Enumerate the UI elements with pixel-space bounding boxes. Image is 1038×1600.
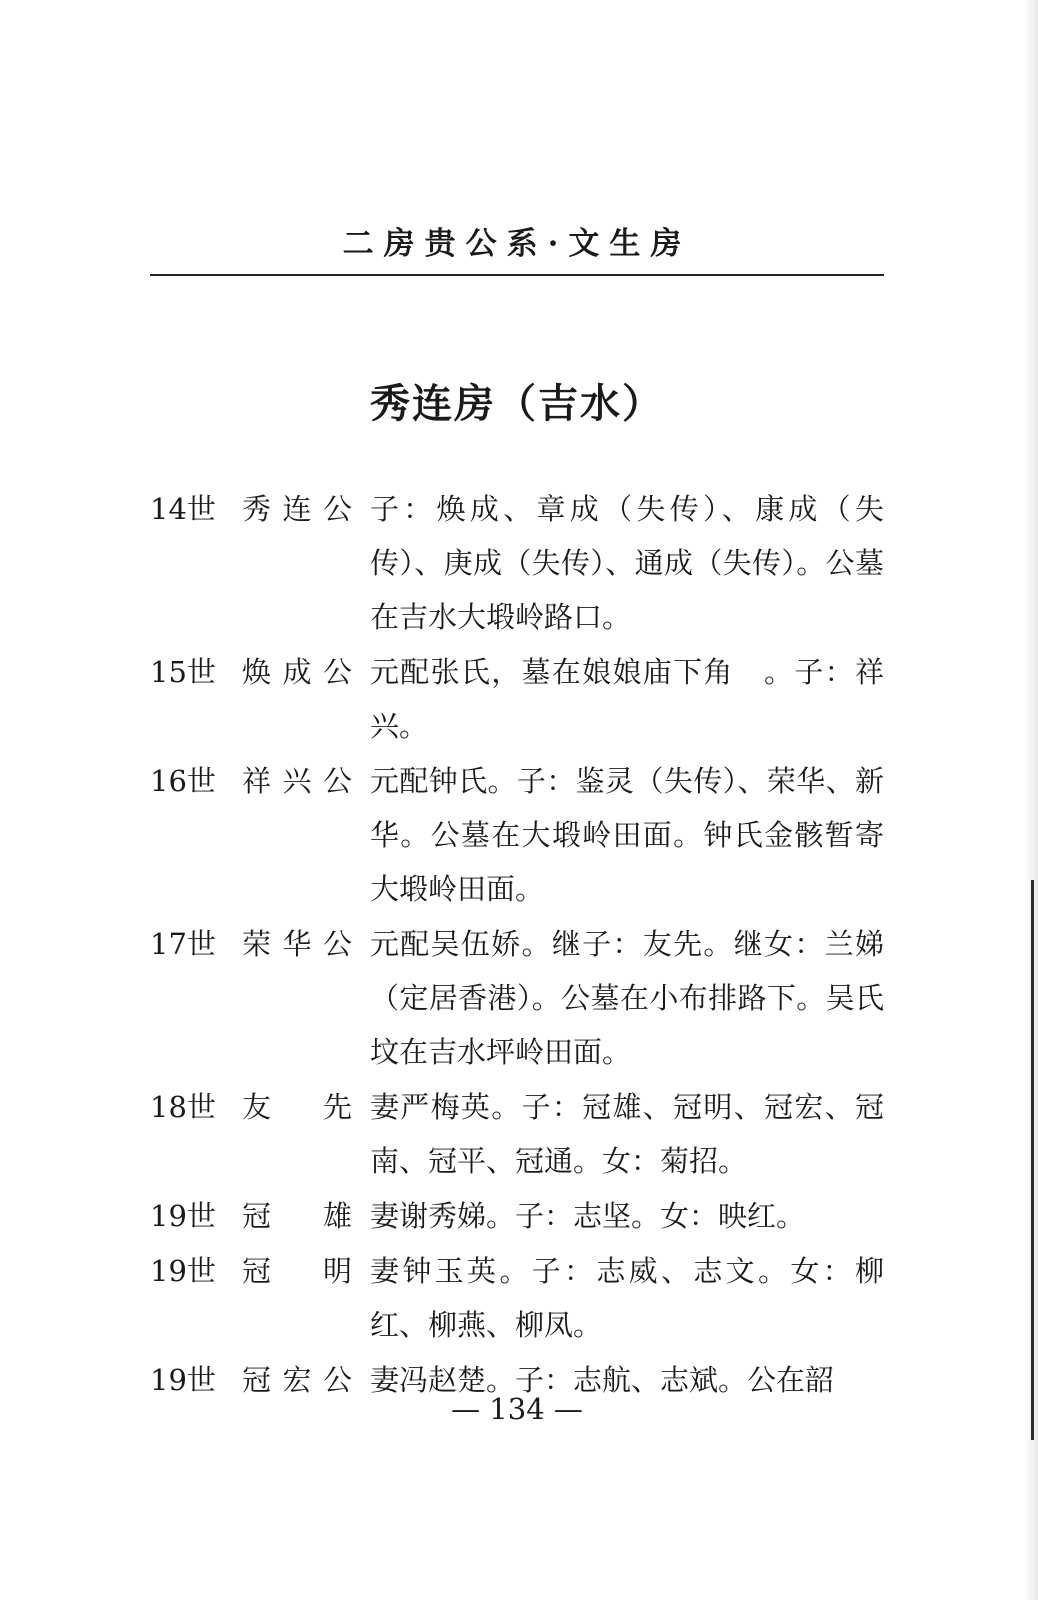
genealogy-entry [150,645,884,753]
generation-label: 15世 [150,655,216,689]
generation-label: 14世 [150,492,216,526]
genealogy-entry [150,754,884,916]
entry-description: 妻冯赵楚。子：志航、志斌。公在韶 [370,1363,835,1397]
entry-description: 元配张氏，墓在娘娘庙下角 。子：祥兴。 [370,655,884,743]
entry-description: 子：焕成、章成（失传）、康成（失传）、庚成（失传）、通成（失传）。公墓在吉水大塅岭路口。 [370,492,884,634]
genealogy-entry [150,1189,884,1243]
person-name: 秀连公 [242,492,352,526]
entry-description: 妻谢秀娣。子：志坚。女：映红。 [370,1199,806,1233]
person-name: 荣华公 [242,927,352,961]
genealogy-entry [150,1080,884,1188]
person-name: 冠 雄 [242,1199,352,1233]
genealogy-entry [150,917,884,1079]
page-number: — 134 — [451,1392,583,1426]
person-name: 友 先 [242,1090,352,1124]
person-name: 冠宏公 [242,1363,352,1397]
generation-label: 19世 [150,1199,216,1233]
generation-label: 19世 [150,1363,216,1397]
page-edge-shadow [1031,880,1034,1440]
person-name: 冠 明 [242,1254,352,1288]
genealogy-entry [150,482,884,644]
person-name: 祥兴公 [242,764,352,798]
running-header: 二房贵公系·文生房 [342,226,692,262]
genealogy-entries [150,482,884,1408]
entry-description: 元配吴伍娇。继子：友先。继女：兰娣（定居香港）。公墓在小布排路下。吴氏坟在吉水坪岭田面。 [370,927,884,1069]
genealogy-entry [150,1244,884,1352]
generation-label: 18世 [150,1090,216,1124]
generation-label: 19世 [150,1254,216,1288]
generation-label: 17世 [150,927,216,961]
header-rule [150,274,884,276]
entry-description: 妻严梅英。子：冠雄、冠明、冠宏、冠南、冠平、冠通。女：菊招。 [370,1090,884,1178]
entry-description: 元配钟氏。子：鉴灵（失传）、荣华、新华。公墓在大塅岭田面。钟氏金骸暂寄大塅岭田面。 [370,764,884,906]
section-title: 秀连房（吉水） [370,380,664,427]
generation-label: 16世 [150,764,216,798]
entry-description: 妻钟玉英。子：志威、志文。女：柳红、柳燕、柳凤。 [370,1254,884,1342]
person-name: 焕成公 [242,655,352,689]
